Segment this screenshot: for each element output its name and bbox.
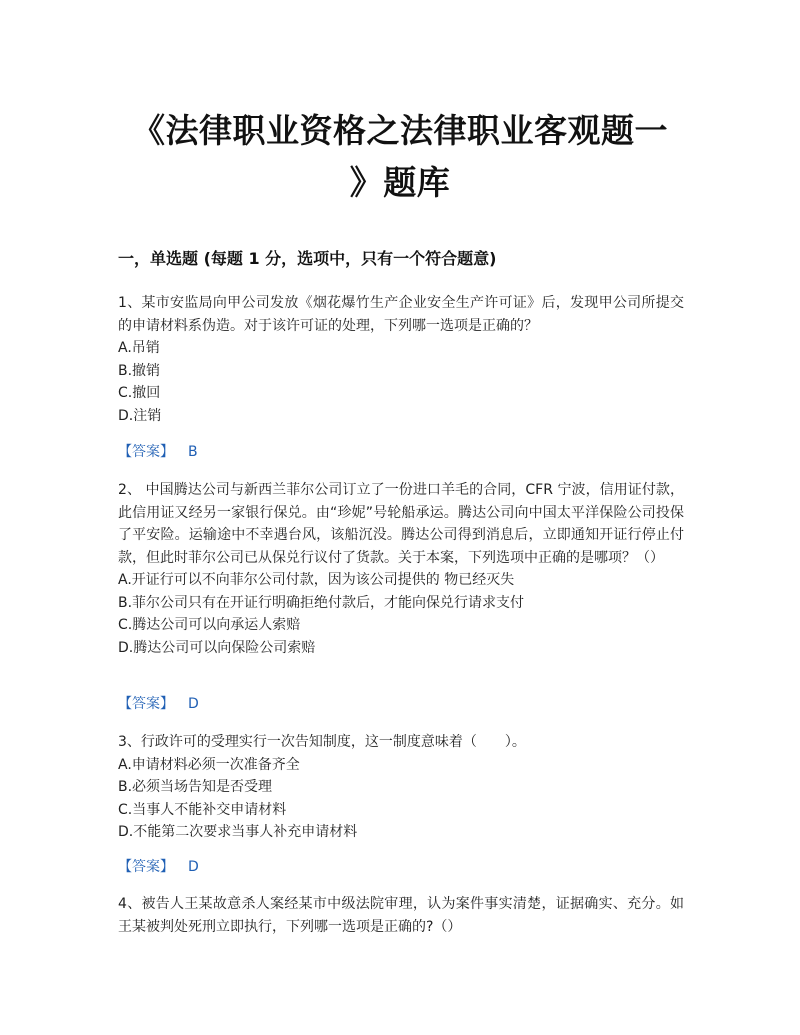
question-2-option-d: D.腾达公司可以向保险公司索赔 bbox=[118, 639, 316, 656]
question-4 bbox=[118, 893, 684, 938]
answer-label: 【答案】 bbox=[118, 444, 174, 460]
question-1 bbox=[118, 292, 684, 427]
answer-value: D bbox=[188, 696, 199, 712]
question-3-answer bbox=[118, 856, 199, 878]
document-title bbox=[90, 105, 710, 209]
answer-value: D bbox=[188, 859, 199, 875]
answer-label: 【答案】 bbox=[118, 696, 174, 712]
question-2-answer bbox=[118, 693, 199, 715]
section-heading: 一，单选题 (每题 1 分，选项中，只有一个符合题意) bbox=[118, 249, 497, 268]
question-1-answer bbox=[118, 441, 198, 463]
question-3 bbox=[118, 731, 684, 844]
answer-label: 【答案】 bbox=[118, 859, 174, 875]
question-3-option-b: B.必须当场告知是否受理 bbox=[118, 779, 273, 795]
question-2-option-a: A.开证行可以不向菲尔公司付款，因为该公司提供的 物已经灭失 bbox=[118, 572, 515, 588]
question-3-stem: 3、行政许可的受理实行一次告知制度，这一制度意味着（ ）。 bbox=[118, 734, 526, 750]
document-title-line-1: 《法律职业资格之法律职业客观题一 bbox=[132, 111, 668, 150]
document-title-line-2: 》题库 bbox=[349, 163, 451, 202]
question-1-option-b: B.撤销 bbox=[118, 362, 161, 379]
question-2 bbox=[118, 479, 684, 659]
question-2-option-b: B.菲尔公司只有在开证行明确拒绝付款后，才能向保兑行请求支付 bbox=[118, 594, 525, 611]
question-3-option-a: A.申请材料必须一次准备齐全 bbox=[118, 756, 300, 773]
question-3-option-d: D.不能第二次要求当事人补充申请材料 bbox=[118, 824, 358, 840]
question-1-option-a: A.吊销 bbox=[118, 340, 160, 356]
answer-value: B bbox=[188, 444, 198, 460]
question-1-option-c: C.撤回 bbox=[118, 385, 161, 401]
question-4-stem: 4、被告人王某故意杀人案经某市中级法院审理，认为案件事实清楚，证据确实、充分。如王某被判处死刑立即执行，下列哪一选项是正确的?（） bbox=[118, 896, 684, 935]
question-1-option-d: D.注销 bbox=[118, 407, 162, 424]
question-1-stem: 1、某市安监局向甲公司发放《烟花爆竹生产企业安全生产许可证》后，发现甲公司所提交的申请材料系伪造。对于该许可证的处理，下列哪一选项是正确的？ bbox=[118, 295, 684, 334]
question-2-option-c: C.腾达公司可以向承运人索赔 bbox=[118, 617, 301, 633]
question-3-option-c: C.当事人不能补交申请材料 bbox=[118, 801, 287, 818]
question-2-stem: 2、 中国腾达公司与新西兰菲尔公司订立了一份进口羊毛的合同，CFR 宁波，信用证付款，此信用证又经另一家银行保兑。由“珍妮”号轮船承运。腾达公司向中国太平洋保险公司投保了平安险。运输途中不幸遇台风，该船沉没。腾达公司得到消息后，立即通知开证行停止付款，但此时菲尔公司已从保兑行议付了货款。关于本案，下列选项中正确的是哪项？（） bbox=[118, 482, 684, 566]
